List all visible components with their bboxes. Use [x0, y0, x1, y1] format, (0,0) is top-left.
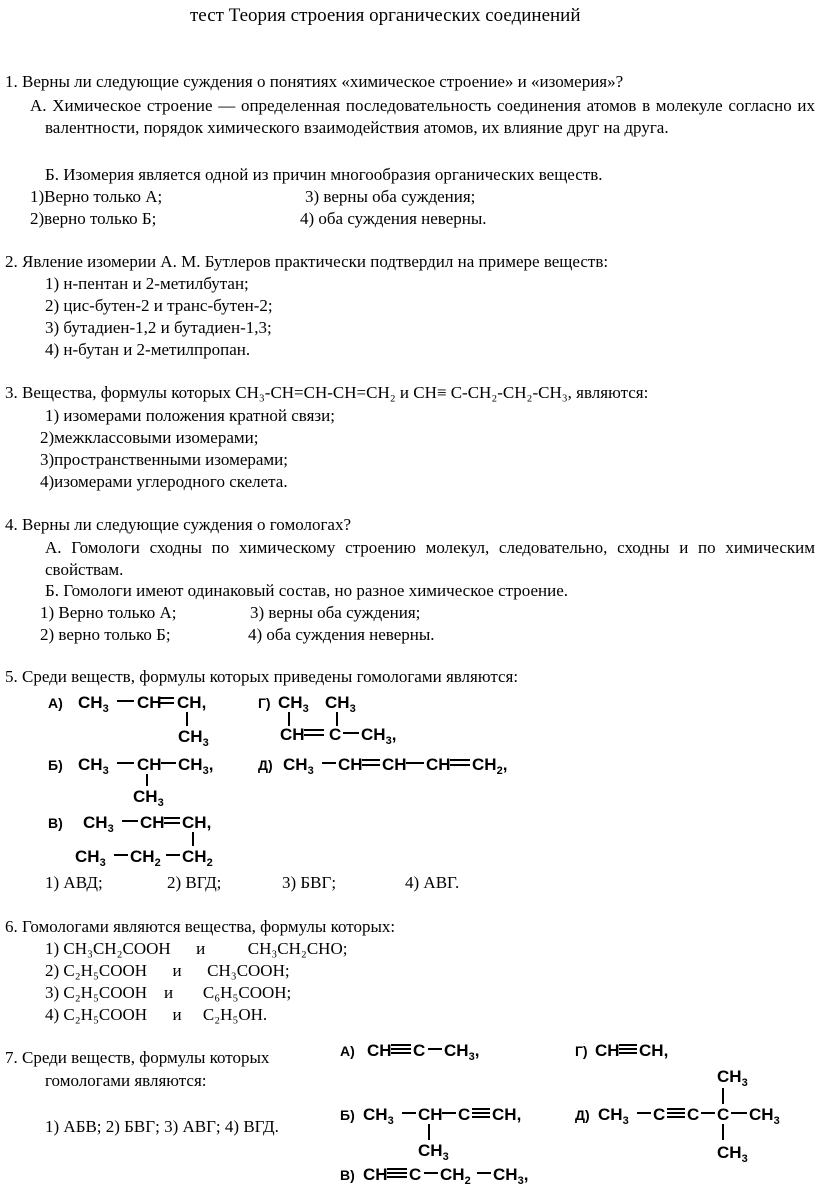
q7-question-line2: гомологами являются:: [45, 1071, 207, 1090]
svg-text:CH3: $CH_3$: [75, 847, 106, 869]
q1-option-4: 4) оба суждения неверны.: [300, 209, 487, 228]
q5-formula-g: [258, 693, 396, 747]
svg-text:C: C: [409, 1165, 422, 1184]
svg-text:CH3: $CH_3$: [325, 693, 356, 715]
q6-option-3: 3) C₂H₅COOH и C₆H₅COOH;: [45, 983, 292, 1002]
q5-formula-b: [48, 755, 213, 809]
q2-question: 2. Явление изомерии А. М. Бутлеров практически подтвердил на примере веществ:: [5, 252, 609, 271]
svg-text:Б): Б): [48, 757, 63, 773]
q5-answer-3: 3) БВГ;: [282, 873, 337, 892]
svg-text:CH: CH: [367, 1041, 392, 1060]
svg-text:В): В): [48, 815, 63, 831]
q7-formula-d: [575, 1067, 780, 1165]
q2-option-2: 2) цис-бутен-2 и транс-бутен-2;: [45, 296, 273, 315]
svg-text:CH3: $CH_3$: [749, 1105, 780, 1127]
svg-text:CH3: $CH_3$: [717, 1067, 748, 1089]
q7-formula-b: [340, 1105, 521, 1163]
q5-answer-2: 2) ВГД;: [167, 873, 222, 892]
q1-statement-a: [30, 95, 815, 139]
svg-text:CH,: CH,: [492, 1105, 522, 1124]
svg-text:C: C: [413, 1041, 426, 1060]
q4-statement-b: Б. Гомологи имеют одинаковый состав, но разное химическое строение.: [45, 581, 569, 600]
q4-option-1: 1) Верно только А;: [40, 603, 177, 622]
svg-text:CH: CH: [137, 693, 162, 712]
svg-text:CH3: $CH_3$: [418, 1141, 449, 1163]
q3-option-4: 4)изомерами углеродного скелета.: [40, 472, 288, 491]
q6-question: 6. Гомологами являются вещества, формулы которых:: [5, 917, 396, 936]
q7-structural-formulas: [0, 1030, 816, 1185]
svg-text:Д): Д): [258, 757, 273, 773]
svg-text:CH,: CH,: [182, 813, 212, 832]
svg-text:Г): Г): [575, 1043, 588, 1059]
q1-question: 1. Верны ли следующие суждения о понятиях «химическое строение» и «изомерия»?: [5, 72, 624, 91]
q7-formula-a: [340, 1041, 479, 1063]
q1-statement-b: Б. Изомерия является одной из причин многообразия органических веществ.: [45, 165, 603, 184]
q2-option-3: 3) бутадиен-1,2 и бутадиен-1,3;: [45, 318, 272, 337]
svg-text:А): А): [340, 1043, 355, 1059]
svg-text:CH3: $CH_3$: [717, 1143, 748, 1165]
svg-text:CH3: $CH_3$: [133, 787, 164, 809]
svg-text:CH2,: $CH_2$,: [472, 755, 508, 777]
svg-text:CH: CH: [338, 755, 363, 774]
svg-text:Б): Б): [340, 1107, 355, 1123]
q7-answers: 1) АБВ; 2) БВГ; 3) АВГ; 4) ВГД.: [45, 1117, 279, 1136]
svg-text:Д): Д): [575, 1107, 590, 1123]
q5-formula-d: [258, 755, 507, 777]
q3-option-1: 1) изомерами положения кратной связи;: [45, 406, 335, 425]
svg-text:Г): Г): [258, 695, 271, 711]
svg-text:CH: CH: [280, 725, 305, 744]
svg-text:CH3: $CH_3$: [78, 693, 109, 715]
svg-text:C: C: [687, 1105, 700, 1124]
svg-text:CH3: $CH_3$: [598, 1105, 629, 1127]
q5-formula-v: [48, 813, 213, 869]
q1-option-1: 1)Верно только А;: [30, 187, 163, 206]
q6-option-2: 2) C₂H₅COOH и CH₃COOH;: [45, 961, 290, 980]
svg-text:CH3: $CH_3$: [178, 727, 209, 749]
q7-formula-g: [575, 1041, 668, 1060]
svg-text:C: C: [717, 1105, 730, 1124]
svg-text:CH3: $CH_3$: [283, 755, 314, 777]
q7-question-line1: 7. Среди веществ, формулы которых: [5, 1048, 270, 1067]
svg-text:CH2: $CH_2$: [130, 847, 161, 869]
svg-text:CH: CH: [363, 1165, 388, 1184]
q1-statement-a-text: А. Химическое строение — определенная последовательность соединения атомов в молекуле согласно их валентности, порядок химического взаимодействия атомов, их влияние друг на друга.: [30, 96, 815, 137]
q5-question: 5. Среди веществ, формулы которых приведены гомологами являются:: [5, 667, 519, 686]
q4-option-4: 4) оба суждения неверны.: [248, 625, 435, 644]
svg-text:CH: CH: [382, 755, 407, 774]
svg-text:В): В): [340, 1167, 355, 1183]
page-title: тест Теория строения органических соединений: [190, 5, 581, 26]
q6-option-1: 1) CH₃CH₂COOH и CH₃CH₂CHO;: [45, 939, 348, 958]
q6-option-4: 4) C₂H₅COOH и C₂H₅OH.: [45, 1005, 268, 1024]
svg-text:CH3: $CH_3$: [363, 1105, 394, 1127]
q3-option-2: 2)межклассовыми изомерами;: [40, 428, 259, 447]
svg-text:CH,: CH,: [639, 1041, 669, 1060]
svg-text:CH3: $CH_3$: [278, 693, 309, 715]
svg-text:CH2: $CH_2$: [440, 1165, 471, 1185]
q4-question: 4. Верны ли следующие суждения о гомологах?: [5, 515, 352, 534]
q3-question: 3. Вещества, формулы которых CH₃-CH=CH-CH=CH₂ и CH≡ C-CH₂-CH₂-CH₃, являются:: [5, 383, 649, 402]
svg-text:CH2: $CH_2$: [182, 847, 213, 869]
svg-text:C: C: [653, 1105, 666, 1124]
q7-formula-v: [340, 1165, 528, 1185]
svg-text:CH: CH: [595, 1041, 620, 1060]
q3-option-3: 3)пространственными изомерами;: [40, 450, 288, 469]
svg-text:CH3,: $CH_3$,: [444, 1041, 480, 1063]
svg-text:C: C: [329, 725, 342, 744]
svg-text:CH3,: $CH_3$,: [361, 725, 397, 747]
svg-text:CH: CH: [426, 755, 451, 774]
q4-option-2: 2) верно только Б;: [40, 625, 171, 644]
q2-option-1: 1) н-пентан и 2-метилбутан;: [45, 274, 249, 293]
svg-text:А): А): [48, 695, 63, 711]
q5-formula-a: [48, 693, 209, 749]
svg-text:CH3: $CH_3$: [78, 755, 109, 777]
q5-answer-4: 4) АВГ.: [405, 873, 460, 892]
svg-text:CH,: CH,: [177, 693, 207, 712]
svg-text:CH: CH: [140, 813, 165, 832]
svg-text:C: C: [458, 1105, 471, 1124]
q5-answer-1: 1) АВД;: [45, 873, 103, 892]
svg-text:CH3: $CH_3$: [83, 813, 114, 835]
svg-text:CH: CH: [418, 1105, 443, 1124]
q1-option-2: 2)верно только Б;: [30, 209, 157, 228]
svg-text:CH3,: $CH_3$,: [493, 1165, 529, 1185]
q5-structural-formulas: [0, 680, 816, 875]
q2-option-4: 4) н-бутан и 2-метилпропан.: [45, 340, 251, 359]
q1-option-3: 3) верны оба суждения;: [305, 187, 476, 206]
svg-text:CH3,: $CH_3$,: [178, 755, 214, 777]
q4-statement-a: А. Гомологи сходны по химическому строению молекул, следовательно, сходны и по химическим свойствам.: [45, 538, 815, 579]
q4-option-3: 3) верны оба суждения;: [250, 603, 421, 622]
svg-text:CH: CH: [137, 755, 162, 774]
